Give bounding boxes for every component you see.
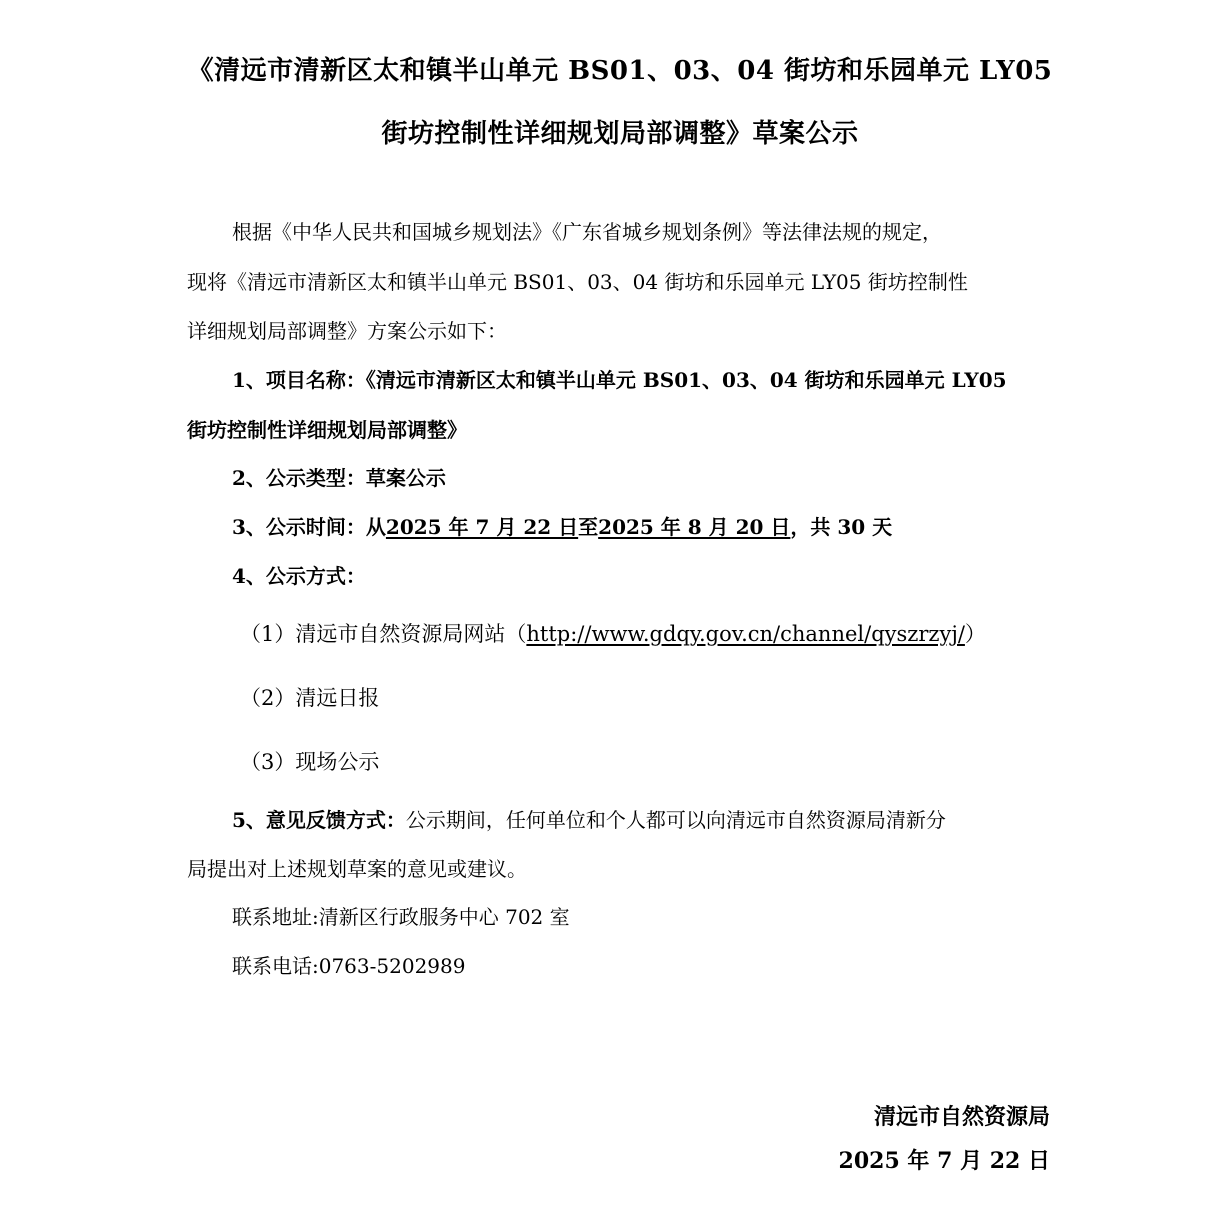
item3-total: ，共 30 天 xyxy=(790,515,893,539)
intro-line-3: 详细规划局部调整》方案公示如下： xyxy=(187,319,507,343)
item2-value: 草案公示 xyxy=(365,466,446,490)
item5-text-1: 公示期间，任何单位和个人都可以向清远市自然资源局清新分 xyxy=(405,808,946,832)
start-date: 2025 年 7 月 22 日 xyxy=(385,515,579,539)
item2-label: 2、公示类型： xyxy=(232,466,366,490)
item2-publicity-type xyxy=(232,464,446,492)
document-title-line-1: 《清远市清新区太和镇半山单元 BS01、03、04 街坊和乐园单元 LY05 xyxy=(187,56,1053,86)
item3-publicity-time xyxy=(232,513,892,541)
item1-line-2: 街坊控制性详细规划局部调整》 xyxy=(187,418,467,442)
method-3: （3）现场公示 xyxy=(240,750,380,774)
item5-label: 5、意见反馈方式： xyxy=(232,808,406,832)
item3-to: 至 xyxy=(578,515,599,539)
document-title-line-2: 街坊控制性详细规划局部调整》草案公示 xyxy=(381,119,859,149)
method-2: （2）清远日报 xyxy=(240,686,380,710)
intro-line-1: 根据《中华人民共和国城乡规划法》《广东省城乡规划条例》等法律法规的规定， xyxy=(232,220,942,244)
signature-org: 清远市自然资源局 xyxy=(873,1104,1050,1130)
method-1 xyxy=(240,620,986,648)
item1-line-1: 1、项目名称：《清远市清新区太和镇半山单元 BS01、03、04 街坊和乐园单元 LY05 xyxy=(232,368,1007,392)
item5-line-1 xyxy=(232,806,946,834)
contact-phone: 联系电话:0763-5202989 xyxy=(232,954,466,978)
item5-line-2: 局提出对上述规划草案的意见或建议。 xyxy=(187,857,527,881)
intro-line-2: 现将《清远市清新区太和镇半山单元 BS01、03、04 街坊和乐园单元 LY05 街坊控制性 xyxy=(187,270,968,294)
item3-label: 3、公示时间： xyxy=(232,515,366,539)
method-1-prefix: （1）清远市自然资源局网站（ xyxy=(240,622,527,646)
item4-label: 4、公示方式： xyxy=(232,564,366,588)
signature-date: 2025 年 7 月 22 日 xyxy=(838,1148,1050,1174)
method-1-suffix: ） xyxy=(964,622,986,646)
item3-from: 从 xyxy=(365,515,386,539)
end-date: 2025 年 8 月 20 日 xyxy=(598,515,791,539)
contact-address: 联系地址:清新区行政服务中心 702 室 xyxy=(232,905,570,929)
website-link[interactable]: http://www.gdqy.gov.cn/channel/qyszrzyj/ xyxy=(526,622,965,646)
